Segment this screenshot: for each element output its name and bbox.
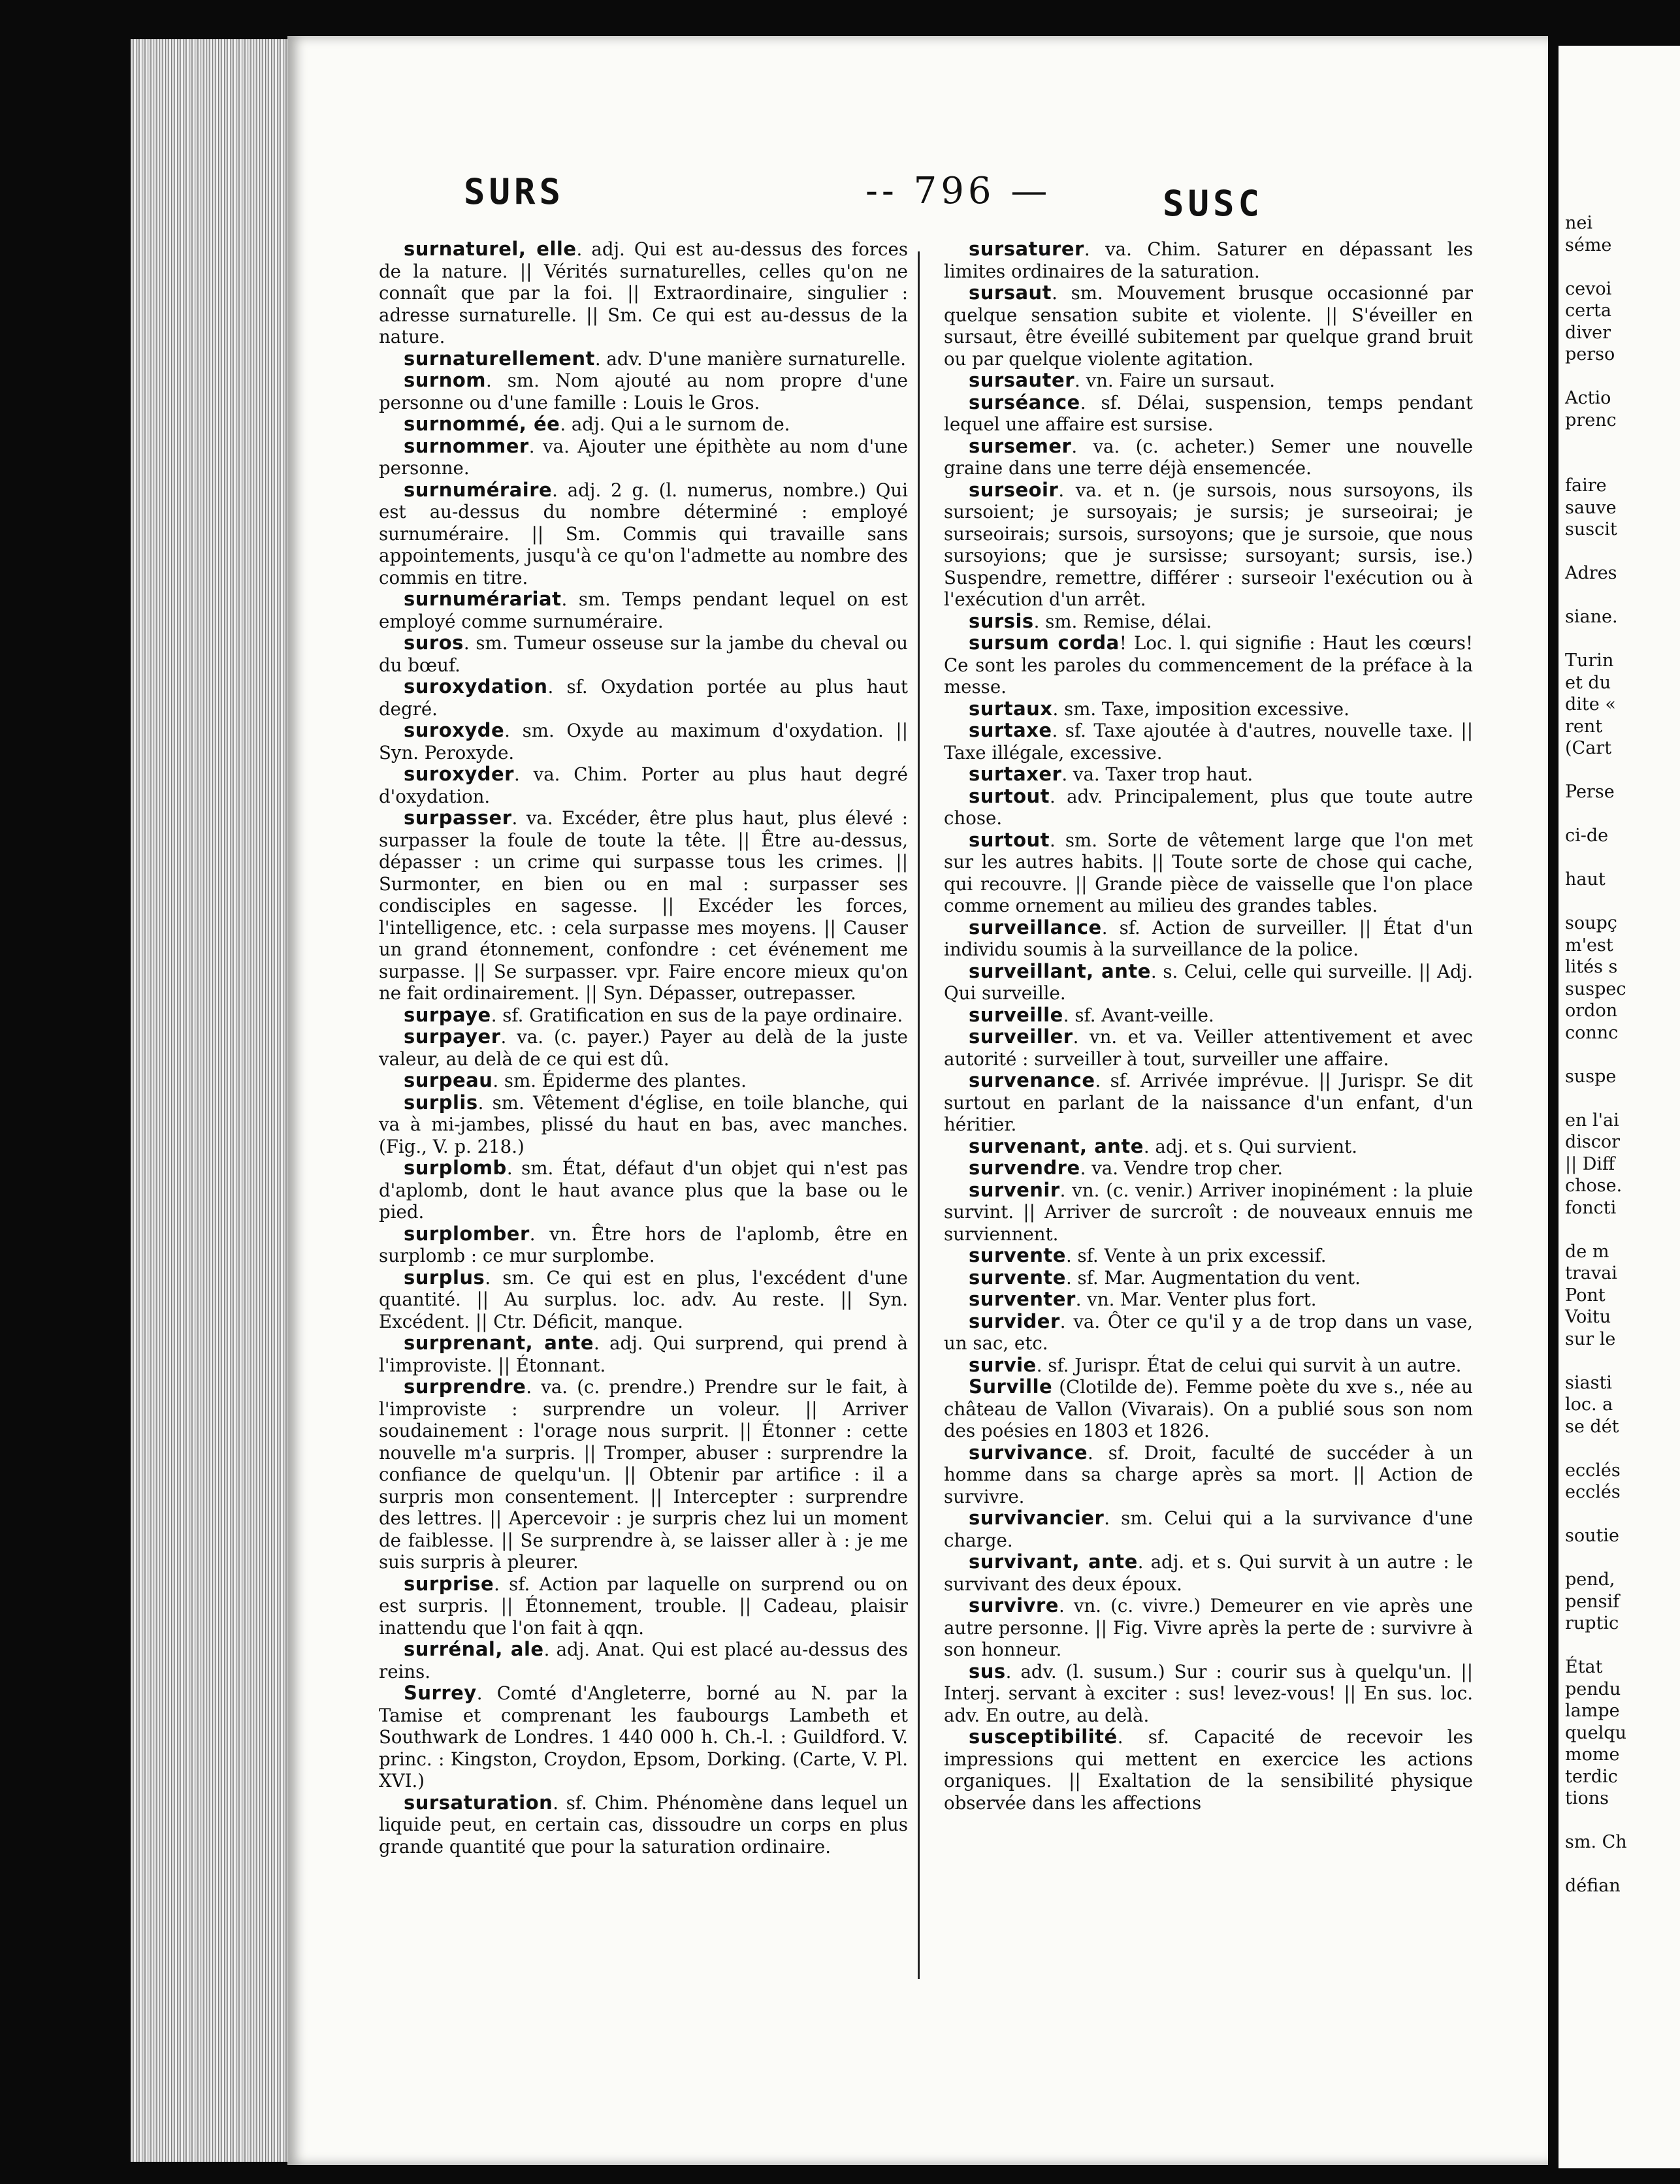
entry-definition: . sf. Arrivée imprévue. || Jurispr. Se dit surtout en parlant de la naissance d'un enfant, d'un héritier. [944, 1070, 1473, 1135]
facing-page-line: Adres [1565, 563, 1617, 583]
entry-headword: surnaturellement [404, 347, 595, 370]
entry-definition: . s. Celui, celle qui surveille. || Adj. Qui surveille. [944, 960, 1473, 1004]
facing-page-line: (Cart [1565, 738, 1612, 758]
entry-headword: sursauter [969, 369, 1075, 391]
entry-headword: surtaxer [969, 763, 1062, 785]
entry-definition: . va. (c. payer.) Payer au delà de la juste valeur, au delà de ce qui est dû. [379, 1026, 908, 1070]
facing-page-line: prenc [1565, 410, 1617, 430]
entry-headword: survivance [969, 1441, 1088, 1464]
entry-headword: sursis [969, 609, 1034, 632]
entry-headword: surseoir [969, 478, 1059, 501]
dictionary-entry [379, 348, 908, 370]
entry-definition: . va. (c. prendre.) Prendre sur le fait, à l'improviste : surprendre un voleur. || Arriver soudainement : l'orage nous surprit. || Étonner : cette nouvelle m'a surpris. || Tromper, abuser : surprendre la confiance de quelqu'un. || Obtenir par artifice : il a surpris mon consentement. || Intercepter : surprendre des lettres. || Apercevoir : je surpris chez lui un moment de faiblesse. || Se surprendre à, se laisser aller à : je me suis surpris à pleurer. [379, 1376, 908, 1573]
entry-headword: sursum corda [969, 632, 1120, 654]
facing-page-line: Voitu [1565, 1307, 1611, 1327]
dictionary-entry [379, 1157, 908, 1223]
dictionary-entry [944, 829, 1473, 917]
dictionary-entry [379, 676, 908, 720]
dictionary-entry [944, 1311, 1473, 1355]
entry-headword: survivre [969, 1594, 1059, 1616]
dictionary-entry [379, 807, 908, 1004]
dictionary-entry [379, 588, 908, 632]
facing-page-line: mome [1565, 1744, 1620, 1765]
entry-headword: surveillant, ante [969, 959, 1151, 982]
facing-page-line [1559, 1219, 1627, 1241]
entry-headword: surprendre [404, 1375, 526, 1398]
dictionary-entry [944, 1180, 1473, 1245]
entry-definition: . vn. (c. vivre.) Demeurer en vie après une autre personne. || Fig. Vivre après la perte de : survivre à son honneur. [944, 1595, 1473, 1660]
facing-page-fragment [1555, 46, 1680, 2168]
entry-definition: . sm. Nom ajouté au nom propre d'une personne ou d'une famille : Louis le Gros. [379, 370, 908, 413]
book-page-edges [131, 39, 302, 2162]
entry-definition: . sm. Épiderme des plantes. [493, 1070, 747, 1091]
facing-page-line [1559, 453, 1627, 475]
entry-headword: surséance [969, 391, 1080, 413]
entry-definition: . adj. Qui surprend, qui prend à l'improviste. || Étonnant. [379, 1332, 908, 1376]
dictionary-entry [944, 961, 1473, 1004]
entry-definition: . va. Excéder, être plus haut, plus élevé : surpasser la foule de toute la tête. || Être au-dessus, dépasser : un crime qui surpasse tous les crimes. || Surmonter, en bien ou en mal : surpasser ses condisciples en sagesse. || Excéder les forces, l'intelligence, etc. : cela surpasse mes moyens. || Causer un grand étonnement, confondre : cet événement me surpasse. || Se surpasser. vpr. Faire encore mieux qu'on ne fait ordinairement. || Syn. Dépasser, outrepasser. [379, 807, 908, 1004]
dictionary-entry [944, 698, 1473, 720]
entry-headword: surnom [404, 369, 486, 391]
facing-page-line [1559, 1087, 1627, 1110]
entry-headword: surnuméraire [404, 478, 553, 501]
facing-page-line: lampe [1565, 1701, 1620, 1721]
facing-page-line: connc [1565, 1022, 1619, 1043]
dictionary-entry [944, 786, 1473, 829]
dictionary-entry [379, 436, 908, 479]
dictionary-entry [379, 1070, 908, 1092]
dictionary-entry [379, 1639, 908, 1682]
entry-headword: sursemer [969, 434, 1072, 457]
facing-page-line: sur le [1565, 1328, 1616, 1349]
entry-headword: survendre [969, 1157, 1080, 1179]
entry-headword: surplis [404, 1091, 478, 1114]
entry-headword: surventer [969, 1288, 1076, 1310]
facing-page-line: ecclés [1565, 1482, 1621, 1502]
facing-page-line [1559, 1547, 1627, 1569]
entry-definition: . sm. Sorte de vêtement large que l'on met sur les autres habits. || Toute sorte de chose qui cache, qui recouvre. || Grande pièce de vaisselle que l'on place comme ornement au milieu des grandes tables. [944, 829, 1473, 916]
facing-page-line: pendu [1565, 1678, 1621, 1699]
facing-page-line: tions [1565, 1788, 1609, 1808]
facing-page-line: ordon [1565, 1001, 1618, 1021]
dictionary-entry [944, 611, 1473, 633]
entry-definition: . Comté d'Angleterre, borné au N. par la Tamise et comprenant les faubourgs Lambeth et Southwark de Londres. 1 440 000 h. Ch.-l. : Guildford. V. princ. : Kingston, Croydon, Epsom, Dorking. (Carte, V. Pl. XVI.) [379, 1682, 908, 1791]
facing-page-line [1559, 1503, 1627, 1526]
entry-headword: survente [969, 1266, 1066, 1289]
dictionary-entry [379, 1573, 908, 1639]
facing-page-line: m'est [1565, 935, 1613, 956]
entry-definition: . vn. Être hors de l'aplomb, être en surplomb : ce mur surplombe. [379, 1223, 908, 1266]
entry-headword: surpayer [404, 1025, 501, 1048]
facing-page-line: soutie [1565, 1526, 1619, 1546]
left-column [379, 238, 908, 1857]
dictionary-entry [944, 1026, 1473, 1070]
entry-definition: . sm. Remise, délai. [1033, 610, 1212, 632]
facing-page-line: ecclés [1565, 1460, 1621, 1481]
dictionary-entry [944, 1245, 1473, 1267]
entry-definition: . sm. Temps pendant lequel on est employé comme surnuméraire. [379, 588, 908, 632]
entry-definition: . sf. Capacité de recevoir les impressions qui mettent en exercice les actions organiques. || Exaltation de la sensibilité physique observée dans les affections [944, 1726, 1473, 1814]
entry-headword: survente [969, 1244, 1066, 1266]
entry-headword: surnommé, ée [404, 413, 560, 435]
dictionary-entry [379, 1267, 908, 1333]
dictionary-entry [944, 1442, 1473, 1508]
entry-definition: . sf. Droit, faculté de succéder à un homme dans sa charge après sa mort. || Action de survivre. [944, 1441, 1473, 1507]
facing-page-line: Pont [1565, 1285, 1606, 1306]
facing-page-line [1559, 541, 1627, 563]
entry-headword: surveillance [969, 916, 1102, 939]
entry-headword: surpasser [404, 807, 512, 829]
facing-page-line: suspec [1565, 978, 1626, 999]
entry-headword: surtout [969, 828, 1050, 851]
entry-definition: . sm. Celui qui a la survivance d'une charge. [944, 1507, 1473, 1551]
dictionary-entry [944, 632, 1473, 698]
facing-page-line [1559, 891, 1627, 913]
entry-definition: ! Loc. l. qui signifie : Haut les cœurs! Ce sont les paroles du commencement de la préface à la messe. [944, 632, 1473, 698]
facing-page-line: chose. [1565, 1176, 1623, 1196]
entry-definition: . va. Ajouter une épithète au nom d'une personne. [379, 435, 908, 479]
facing-page-line: cevoi [1565, 278, 1612, 299]
entry-definition: . sf. Mar. Augmentation du vent. [1065, 1266, 1361, 1289]
dictionary-entry [379, 1792, 908, 1858]
entry-definition: . vn. Mar. Venter plus fort. [1075, 1289, 1317, 1310]
page-number: -- 796 — [865, 170, 1052, 212]
dictionary-entry [944, 1004, 1473, 1027]
entry-headword: sus [969, 1660, 1006, 1682]
entry-headword: surrénal, ale [404, 1638, 544, 1660]
dictionary-entry [944, 1070, 1473, 1136]
facing-page-line: suscit [1565, 519, 1617, 539]
entry-definition: . sm. Mouvement brusque occasionné par quelque sensation subite et violente. || S'éveiller en sursaut, être éveillé subitement par quelque grand bruit ou par quelque violente agitation. [944, 282, 1473, 370]
entry-headword: surprise [404, 1572, 494, 1595]
facing-page-line: rent [1565, 716, 1603, 737]
dictionary-entry [379, 479, 908, 589]
dictionary-entry [944, 1507, 1473, 1551]
entry-definition: . va. Vendre trop cher. [1080, 1157, 1284, 1179]
entry-headword: sursaut [969, 281, 1052, 304]
entry-definition: . adj. 2 g. (l. numerus, nombre.) Qui est au-dessus du nombre déterminé : employé surnuméraire. || Sm. Commis qui travaille sans appointements, jusqu'à ce qu'on l'admette au nombre des commis en titre. [379, 479, 908, 588]
entry-definition: . va. Ôter ce qu'il y a de trop dans un vase, un sac, etc. [944, 1310, 1473, 1354]
entry-definition: . sf. Action de surveiller. || État d'un individu soumis à la surveillance de la police. [944, 916, 1473, 960]
facing-page-line: défian [1565, 1876, 1621, 1896]
facing-page-line: nei [1565, 213, 1593, 233]
entry-headword: surveiller [969, 1025, 1073, 1048]
entry-definition: . sf. Taxe ajoutée à d'autres, nouvelle taxe. || Taxe illégale, excessive. [944, 720, 1473, 763]
dictionary-entry [379, 238, 908, 348]
facing-page-line: soupç [1565, 913, 1617, 933]
facing-page-line: certa [1565, 300, 1611, 321]
entry-headword: surveille [969, 1003, 1063, 1026]
entry-headword: suroxyder [404, 763, 514, 785]
facing-page-line: pend, [1565, 1569, 1615, 1590]
right-column [944, 238, 1473, 1814]
entry-definition: . adj. et s. Qui survient. [1143, 1135, 1358, 1157]
dictionary-entry [379, 1026, 908, 1070]
dictionary-entry [379, 1223, 908, 1267]
entry-definition: . sm. Tumeur osseuse sur la jambe du cheval ou du bœuf. [379, 632, 908, 676]
entry-definition: . adv. (l. susum.) Sur : courir sus à quelqu'un. || Interj. servant à exciter : sus! levez-vous! || En sus. loc. adv. En outre, au delà. [944, 1660, 1473, 1726]
facing-page-line: dite « [1565, 694, 1616, 715]
entry-headword: survie [969, 1353, 1037, 1376]
entry-definition: . sf. Chim. Phénomène dans lequel un liquide peut, en certain cas, dissoudre un corps en plus grande quantité que pour la saturation ordinaire. [379, 1791, 908, 1857]
facing-page-line: travai [1565, 1263, 1617, 1283]
facing-page-line [1559, 628, 1627, 650]
entry-definition: . vn. et va. Veiller attentivement et avec autorité : surveiller à tout, surveiller une affaire. [944, 1026, 1473, 1070]
dictionary-entry [944, 720, 1473, 763]
dictionary-entry [379, 1092, 908, 1158]
entry-definition: . sf. Avant-veille. [1063, 1004, 1214, 1026]
entry-headword: surplomb [404, 1157, 507, 1179]
facing-page-line [1559, 1854, 1627, 1876]
entry-definition: (Clotilde de). Femme poète du xve s., née au château de Vallon (Vivarais). On a publié sous son nom des poésies en 1803 et 1826. [944, 1376, 1473, 1441]
page-header [287, 144, 1548, 224]
dictionary-entry [944, 1376, 1473, 1442]
dictionary-entry [944, 1726, 1473, 1814]
facing-page-line [1559, 1635, 1627, 1657]
facing-page-line: discor [1565, 1132, 1621, 1152]
dictionary-entry [944, 763, 1473, 786]
facing-page-line: faire [1565, 475, 1607, 496]
facing-page-line: ruptic [1565, 1613, 1619, 1633]
entry-definition: . sf. Gratification en sus de la paye ordinaire. [491, 1004, 903, 1026]
dictionary-entry [944, 479, 1473, 611]
entry-headword: survider [969, 1309, 1060, 1332]
facing-page-line: pensif [1565, 1591, 1620, 1612]
facing-page-text [1559, 212, 1627, 1919]
facing-page-line: loc. a [1565, 1394, 1613, 1415]
facing-page-line: sm. Ch [1565, 1832, 1627, 1852]
entry-headword: Surrey [404, 1682, 477, 1704]
dictionary-entry [944, 1136, 1473, 1158]
dictionary-entry [944, 1157, 1473, 1180]
right-guide-word: SUSC [1163, 183, 1264, 224]
entry-headword: sursaturation [404, 1791, 553, 1814]
entry-headword: Surville [969, 1375, 1053, 1398]
entry-definition: . adj. Anat. Qui est placé au-dessus des reins. [379, 1639, 909, 1682]
entry-headword: surnumérariat [404, 588, 562, 610]
entry-definition: . vn. (c. venir.) Arriver inopinément : la pluie survint. || Arriver de surcroît : de nouveaux ennuis me surviennent. [944, 1179, 1473, 1245]
dictionary-entry [944, 238, 1473, 282]
entry-headword: surpeau [404, 1069, 493, 1091]
dictionary-entry [944, 1267, 1473, 1289]
facing-page-line: quelqu [1565, 1722, 1626, 1743]
dictionary-entry [379, 1004, 908, 1027]
entry-definition: . sm. Taxe, imposition excessive. [1052, 698, 1349, 720]
entry-headword: suroxydation [404, 675, 548, 698]
dictionary-entry [944, 1289, 1473, 1311]
facing-page-line [1559, 585, 1627, 607]
entry-definition: . va. Chim. Saturer en dépassant les limites ordinaires de la saturation. [944, 238, 1473, 282]
facing-page-line [1559, 803, 1627, 826]
entry-definition: . va. et n. (je sursois, nous sursoyons, ils sursoient; je sursoyais; je sursis; je surseoirai; je surseoirais; sursois, sursoyons; que je sursoie, que nous sursoyions; que je sursisse; sursoyant; sursis, ise.) Suspendre, remettre, différer : surseoir l'exécution ou à l'exécution d'un arrêt. [944, 479, 1473, 610]
facing-page-line [1559, 1044, 1627, 1066]
facing-page-line: Actio [1565, 388, 1611, 408]
entry-definition: . sm. Vêtement d'église, en toile blanche, qui va à mi-jambes, plissé du haut en bas, avec manches. (Fig., V. p. 218.) [379, 1091, 908, 1157]
facing-page-line [1559, 847, 1627, 869]
left-guide-word: SURS [464, 171, 565, 212]
entry-definition: . adv. Principalement, plus que toute autre chose. [944, 785, 1473, 829]
facing-page-line: || Diff [1565, 1153, 1615, 1174]
entry-definition: . va. (c. acheter.) Semer une nouvelle graine dans une terre déjà ensemencée. [944, 435, 1473, 479]
entry-headword: sursaturer [969, 238, 1084, 260]
entry-headword: surnaturel, elle [404, 238, 577, 260]
entry-headword: surnommer [404, 434, 529, 457]
entry-headword: suroxyde [404, 719, 505, 741]
entry-headword: surplomber [404, 1222, 530, 1245]
entry-headword: surplus [404, 1266, 485, 1289]
dictionary-entry [944, 1355, 1473, 1377]
entry-headword: survivant, ante [969, 1550, 1138, 1573]
entry-headword: surtout [969, 784, 1050, 807]
entry-definition: . adj. Qui est au-dessus des forces de la nature. || Vérités surnaturelles, celles qu'on ne connaît que par la foi. || Extraordinaire, singulier : adresse surnaturelle. || Sm. Ce qui est au-dessus de la nature. [379, 238, 908, 347]
facing-page-line: suspe [1565, 1066, 1617, 1087]
facing-page-line [1559, 1437, 1627, 1460]
facing-page-line: Perse [1565, 782, 1615, 802]
entry-headword: survenant, ante [969, 1134, 1144, 1157]
entry-definition: . sf. Oxydation portée au plus haut degré. [379, 676, 908, 720]
entry-definition: . sf. Action par laquelle on surprend ou on est surpris. || Étonnement, trouble. || Cadeau, plaisir inattendu que l'on fait à qqn. [379, 1573, 908, 1639]
facing-page-line [1559, 1350, 1627, 1372]
dictionary-entry [944, 436, 1473, 479]
entry-definition: . adv. D'une manière surnaturelle. [594, 347, 907, 370]
dictionary-entry [379, 720, 908, 763]
dictionary-entry [379, 1332, 908, 1376]
facing-page-line: de m [1565, 1241, 1609, 1262]
facing-page-line [1559, 431, 1627, 453]
facing-page-line: État [1565, 1657, 1603, 1677]
facing-page-line: sauve [1565, 497, 1617, 518]
dictionary-entry [944, 392, 1473, 436]
facing-page-line [1559, 366, 1627, 388]
entry-definition: . va. Taxer trop haut. [1061, 763, 1253, 785]
entry-headword: survenance [969, 1069, 1095, 1091]
dictionary-entry [379, 632, 908, 676]
entry-headword: survenir [969, 1178, 1060, 1201]
entry-headword: survivancier [969, 1507, 1105, 1529]
facing-page-line [1559, 760, 1627, 782]
facing-page-line: perso [1565, 344, 1615, 364]
entry-definition: . adj. et s. Qui survit à un autre : le survivant des deux époux. [944, 1551, 1473, 1595]
dictionary-entry [944, 1595, 1473, 1661]
facing-page-line: foncti [1565, 1197, 1617, 1218]
dictionary-entry [944, 282, 1473, 370]
dictionary-entry [379, 370, 908, 413]
entry-headword: surtaux [969, 697, 1053, 720]
dictionary-entry [944, 1661, 1473, 1727]
entry-definition: . sm. Ce qui est en plus, l'excédent d'une quantité. || Au surplus. loc. adv. Au reste. || Syn. Excédent. || Ctr. Déficit, manque. [379, 1266, 908, 1332]
facing-page-line: haut [1565, 869, 1606, 890]
dictionary-entry [379, 1376, 908, 1573]
facing-page-line [1559, 256, 1627, 278]
entry-definition: . sf. Vente à un prix excessif. [1065, 1245, 1327, 1266]
entry-definition: . va. Chim. Porter au plus haut degré d'oxydation. [379, 763, 908, 807]
dictionary-page [287, 36, 1548, 2165]
facing-page-line: terdic [1565, 1766, 1618, 1787]
facing-page-line: siane. [1565, 607, 1618, 627]
facing-page-line: en l'ai [1565, 1110, 1619, 1131]
entry-definition: . sm. État, défaut d'un objet qui n'est pas d'aplomb, dont le haut avance plus que la base ou le pied. [379, 1157, 908, 1223]
dictionary-entry [379, 413, 908, 436]
facing-page-line: Turin [1565, 650, 1614, 671]
facing-page-line [1559, 1810, 1627, 1832]
entry-definition: . sm. Oxyde au maximum d'oxydation. || Syn. Peroxyde. [379, 720, 908, 763]
entry-headword: suros [404, 632, 464, 654]
dictionary-entry [944, 1551, 1473, 1595]
facing-page-line [1559, 1897, 1627, 1919]
entry-definition: . sf. Jurispr. État de celui qui survit à un autre. [1036, 1354, 1462, 1376]
entry-headword: susceptibilité [969, 1726, 1118, 1748]
facing-page-line: ci-de [1565, 826, 1609, 846]
entry-definition: . vn. Faire un sursaut. [1074, 370, 1275, 391]
facing-page-line: se dét [1565, 1416, 1619, 1437]
entry-headword: surpaye [404, 1003, 491, 1026]
dictionary-entry [944, 917, 1473, 961]
dictionary-entry [379, 1682, 908, 1792]
facing-page-line: et du [1565, 672, 1611, 693]
column-divider [918, 251, 920, 1979]
dictionary-entry [379, 763, 908, 807]
entry-headword: surprenant, ante [404, 1332, 594, 1354]
dictionary-entry [944, 370, 1473, 392]
facing-page-line: séme [1565, 234, 1612, 255]
facing-page-line: diver [1565, 322, 1611, 343]
entry-headword: surtaxe [969, 719, 1052, 741]
entry-definition: . adj. Qui a le surnom de. [560, 413, 790, 435]
entry-definition: . sf. Délai, suspension, temps pendant lequel une affaire est sursise. [944, 391, 1473, 435]
facing-page-line: lités s [1565, 957, 1618, 977]
facing-page-line: siasti [1565, 1372, 1612, 1393]
